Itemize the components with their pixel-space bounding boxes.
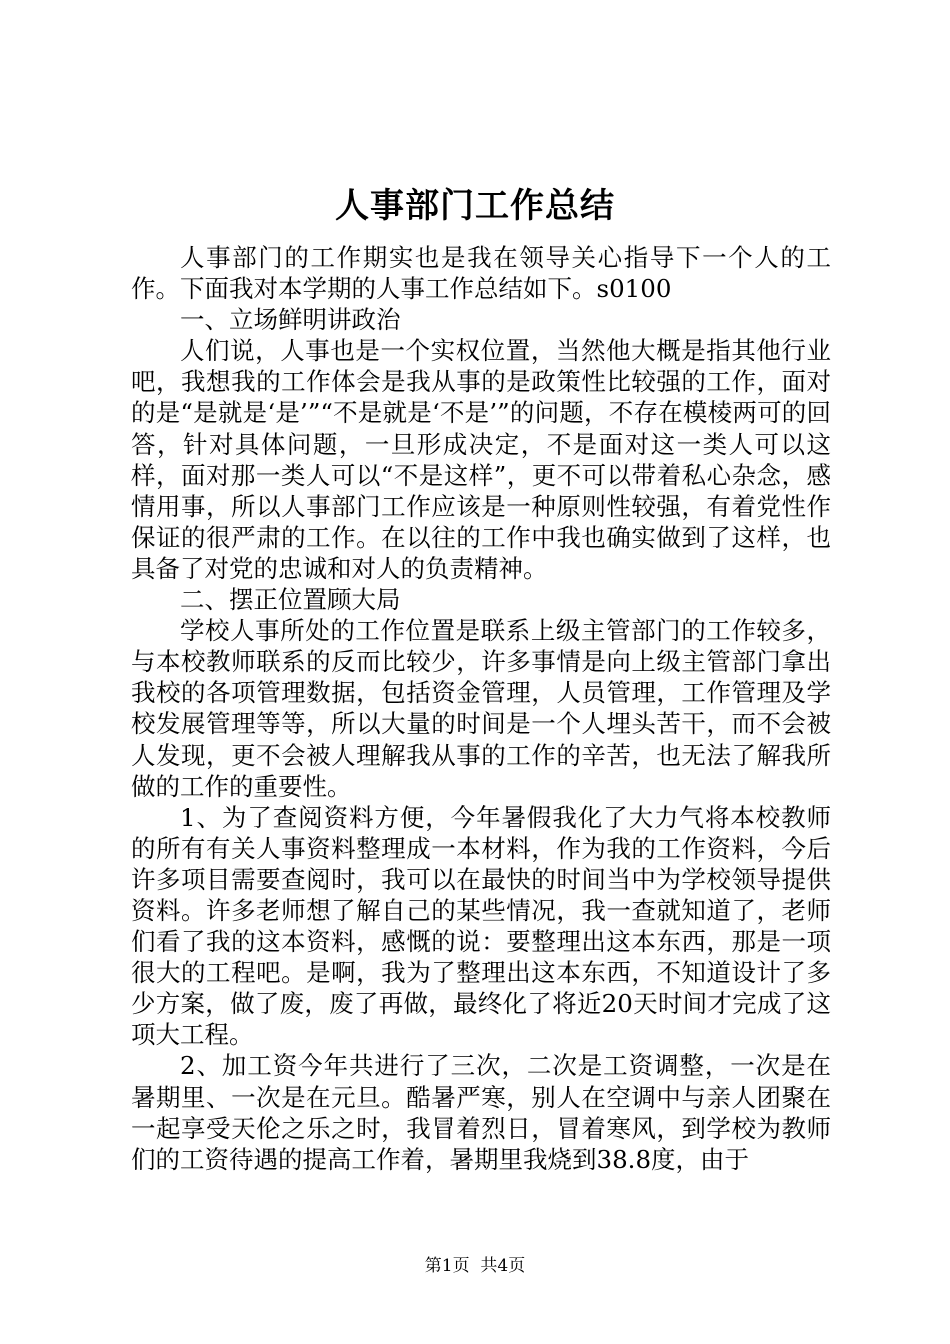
section-heading-2: 二、摆正位置顾大局 [180, 585, 401, 615]
section-heading-1: 一、立场鲜明讲政治 [180, 305, 401, 335]
document-title: 人事部门工作总结 [335, 186, 615, 226]
page-total: 共4页 [480, 1256, 526, 1276]
paragraph-item-1: 1、为了查阅资料方便，今年暑假我化了大力气将本校教师的所有有关人事资料整理成一本材料，作为我的工作资料，今后许多项目需要查阅时，我可以在最快的时间当中为学校领导提供资料。许多老师想了解自己的某些情况，我一查就知道了，老师们看了我的这本资料，感慨的说：要整理出这本东西，那是一项很大的工程吧。是啊，我为了整理出这本东西，不知道设计了多少方案，做了废，废了再做，最终化了将近20天时间才完成了这项大工程。 [131, 802, 831, 1050]
document-body [131, 242, 831, 1175]
paragraph-item-2: 2、加工资今年共进行了三次，二次是工资调整，一次是在暑期里、一次是在元旦。酷暑严寒，别人在空调中与亲人团聚在一起享受天伦之乐之时，我冒着烈日，冒着寒风，到学校为教师们的工资待遇的提高工作着，暑期里我烧到38.8度，由于 [131, 1051, 831, 1174]
paragraph-intro: 人事部门的工作期实也是我在领导关心指导下一个人的工作。下面我对本学期的人事工作总结如下。s0100 [131, 243, 831, 304]
page-number: 第1页 [424, 1256, 470, 1276]
paragraph-section-1: 人们说，人事也是一个实权位置，当然他大概是指其他行业吧，我想我的工作体会是我从事的是政策性比较强的工作，面对的是“是就是‘是’”“不是就是‘不是’”的问题，不存在模棱两可的回答，针对具体问题，一旦形成决定，不是面对这一类人可以这样，面对那一类人可以“不是这样”，更不可以带着私心杂念，感情用事，所以人事部门工作应该是一种原则性较强，有着党性作保证的很严肃的工作。在以往的工作中我也确实做到了这样，也具备了对党的忠诚和对人的负责精神。 [131, 336, 831, 583]
page-footer [0, 1254, 950, 1278]
paragraph-section-2: 学校人事所处的工作位置是联系上级主管部门的工作较多，与本校教师联系的反而比较少，许多事情是向上级主管部门拿出我校的各项管理数据，包括资金管理，人员管理，工作管理及学校发展管理等等，所以大量的时间是一个人埋头苦干，而不会被人发现，更不会被人理解我从事的工作的辛苦，也无法了解我所做的工作的重要性。 [131, 616, 831, 801]
